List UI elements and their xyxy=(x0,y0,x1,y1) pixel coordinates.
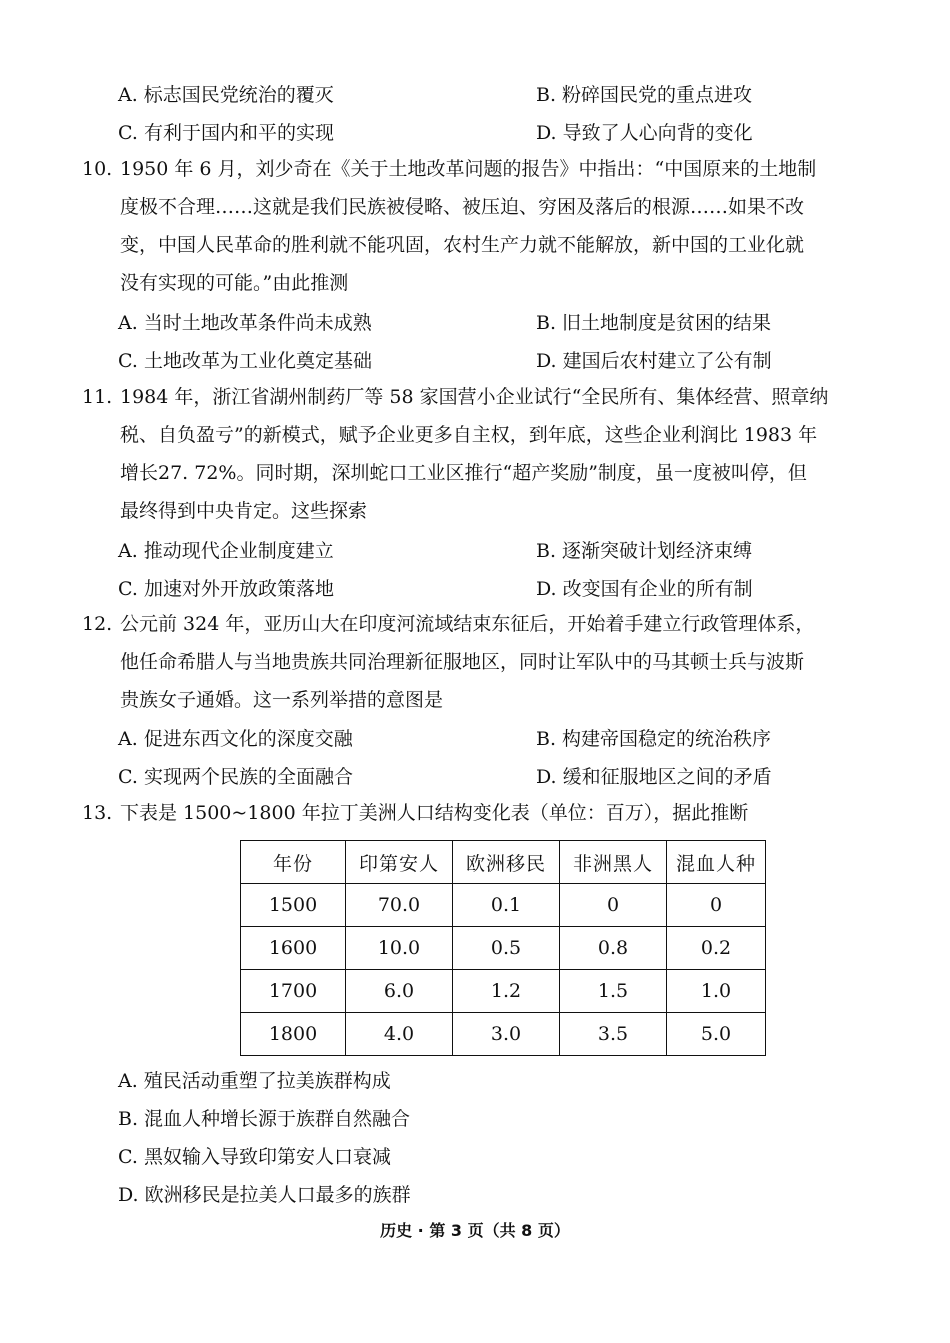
q12-line-3: 贵族女子通婚。这一系列举措的意图是 xyxy=(120,689,444,711)
q12-number: 12. xyxy=(82,613,113,635)
table-cell: 1.5 xyxy=(560,970,667,1013)
q10-line-1: 1950 年 6 月，刘少奇在《关于土地改革问题的报告》中指出：“中国原来的土地制 xyxy=(120,158,817,180)
q11-option-c: C. 加速对外开放政策落地 xyxy=(118,578,334,600)
q12-stem xyxy=(82,605,874,719)
q9-options-row-1 xyxy=(118,80,878,110)
table-row xyxy=(241,884,766,927)
q10-line-2: 度极不合理……这就是我们民族被侵略、被压迫、穷困及落后的根源……如果不改 xyxy=(120,196,805,218)
q9-option-c: C. 有利于国内和平的实现 xyxy=(118,122,334,144)
table-header-cell: 印第安人 xyxy=(346,841,453,884)
table-cell: 0.2 xyxy=(667,927,766,970)
table-cell: 0.8 xyxy=(560,927,667,970)
q13-number: 13. xyxy=(82,802,113,824)
table-header-cell: 非洲黑人 xyxy=(560,841,667,884)
table-header-cell: 混血人种 xyxy=(667,841,766,884)
q13-stem xyxy=(82,794,874,832)
q9-options-row-2 xyxy=(118,118,878,148)
q10-option-c: C. 土地改革为工业化奠定基础 xyxy=(118,350,372,372)
table-cell: 6.0 xyxy=(346,970,453,1013)
q12-options-row-1 xyxy=(118,724,878,754)
table-row xyxy=(241,970,766,1013)
table-cell: 0.5 xyxy=(453,927,560,970)
table-cell: 4.0 xyxy=(346,1013,453,1056)
q11-option-b: B. 逐渐突破计划经济束缚 xyxy=(536,540,753,562)
q12-line-2: 他任命希腊人与当地贵族共同治理新征服地区，同时让军队中的马其顿士兵与波斯 xyxy=(120,651,805,673)
q11-line-3: 增长27. 72%。同时期，深圳蛇口工业区推行“超产奖励”制度，虽一度被叫停，但 xyxy=(120,462,807,484)
table-cell: 0 xyxy=(667,884,766,927)
q12-options-row-2 xyxy=(118,762,878,792)
q11-options-row-1 xyxy=(118,536,878,566)
table-row xyxy=(241,927,766,970)
table-header-cell: 年份 xyxy=(241,841,346,884)
q13-option-d: D. 欧洲移民是拉美人口最多的族群 xyxy=(118,1184,411,1206)
table-header-cell: 欧洲移民 xyxy=(453,841,560,884)
q13-option-c: C. 黑奴输入导致印第安人口衰减 xyxy=(118,1146,391,1168)
q10-stem xyxy=(82,150,874,302)
q10-option-d: D. 建国后农村建立了公有制 xyxy=(536,350,772,372)
table-cell: 5.0 xyxy=(667,1013,766,1056)
table-cell: 3.0 xyxy=(453,1013,560,1056)
q9-option-b: B. 粉碎国民党的重点进攻 xyxy=(536,84,753,106)
table-cell: 0.1 xyxy=(453,884,560,927)
q12-option-d: D. 缓和征服地区之间的矛盾 xyxy=(536,766,772,788)
q13-line-1: 下表是 1500~1800 年拉丁美洲人口结构变化表（单位：百万），据此推断 xyxy=(120,802,749,824)
q11-line-2: 税、自负盈亏”的新模式，赋予企业更多自主权，到年底，这些企业利润比 1983 年 xyxy=(120,424,818,446)
q13-option-a: A. 殖民活动重塑了拉美族群构成 xyxy=(118,1070,391,1092)
table-cell: 1600 xyxy=(241,927,346,970)
q11-options-row-2 xyxy=(118,574,878,604)
q10-line-4: 没有实现的可能。”由此推测 xyxy=(120,272,349,294)
q11-line-4: 最终得到中央肯定。这些探索 xyxy=(120,500,368,522)
table-cell: 1.0 xyxy=(667,970,766,1013)
q11-number: 11. xyxy=(82,386,113,408)
q11-option-d: D. 改变国有企业的所有制 xyxy=(536,578,753,600)
table-header-row xyxy=(241,841,766,884)
q9-option-d: D. 导致了人心向背的变化 xyxy=(536,122,753,144)
table-cell: 1800 xyxy=(241,1013,346,1056)
table-cell: 1.2 xyxy=(453,970,560,1013)
q10-option-a: A. 当时土地改革条件尚未成熟 xyxy=(118,312,372,334)
page-footer: 历史 · 第 3 页（共 8 页） xyxy=(380,1221,570,1240)
q12-option-b: B. 构建帝国稳定的统治秩序 xyxy=(536,728,772,750)
q13-option-b: B. 混血人种增长源于族群自然融合 xyxy=(118,1108,411,1130)
table-cell: 10.0 xyxy=(346,927,453,970)
q10-line-3: 变，中国人民革命的胜利就不能巩固，农村生产力就不能解放，新中国的工业化就 xyxy=(120,234,805,256)
q9-option-a: A. 标志国民党统治的覆灭 xyxy=(118,84,334,106)
q10-option-b: B. 旧土地制度是贫困的结果 xyxy=(536,312,772,334)
table-cell: 0 xyxy=(560,884,667,927)
q10-options-row-1 xyxy=(118,308,878,338)
q11-stem xyxy=(82,378,874,530)
q12-option-a: A. 促进东西文化的深度交融 xyxy=(118,728,353,750)
population-table xyxy=(240,840,766,1056)
table-cell: 70.0 xyxy=(346,884,453,927)
q10-number: 10. xyxy=(82,158,113,180)
table-cell: 1700 xyxy=(241,970,346,1013)
q12-option-c: C. 实现两个民族的全面融合 xyxy=(118,766,353,788)
q11-line-1: 1984 年，浙江省湖州制药厂等 58 家国营小企业试行“全民所有、集体经营、照章纳 xyxy=(120,386,829,408)
q12-line-1: 公元前 324 年，亚历山大在印度河流域结束东征后，开始着手建立行政管理体系， xyxy=(120,613,815,635)
table-cell: 3.5 xyxy=(560,1013,667,1056)
q10-options-row-2 xyxy=(118,346,878,376)
table-cell: 1500 xyxy=(241,884,346,927)
q11-option-a: A. 推动现代企业制度建立 xyxy=(118,540,334,562)
table-row xyxy=(241,1013,766,1056)
